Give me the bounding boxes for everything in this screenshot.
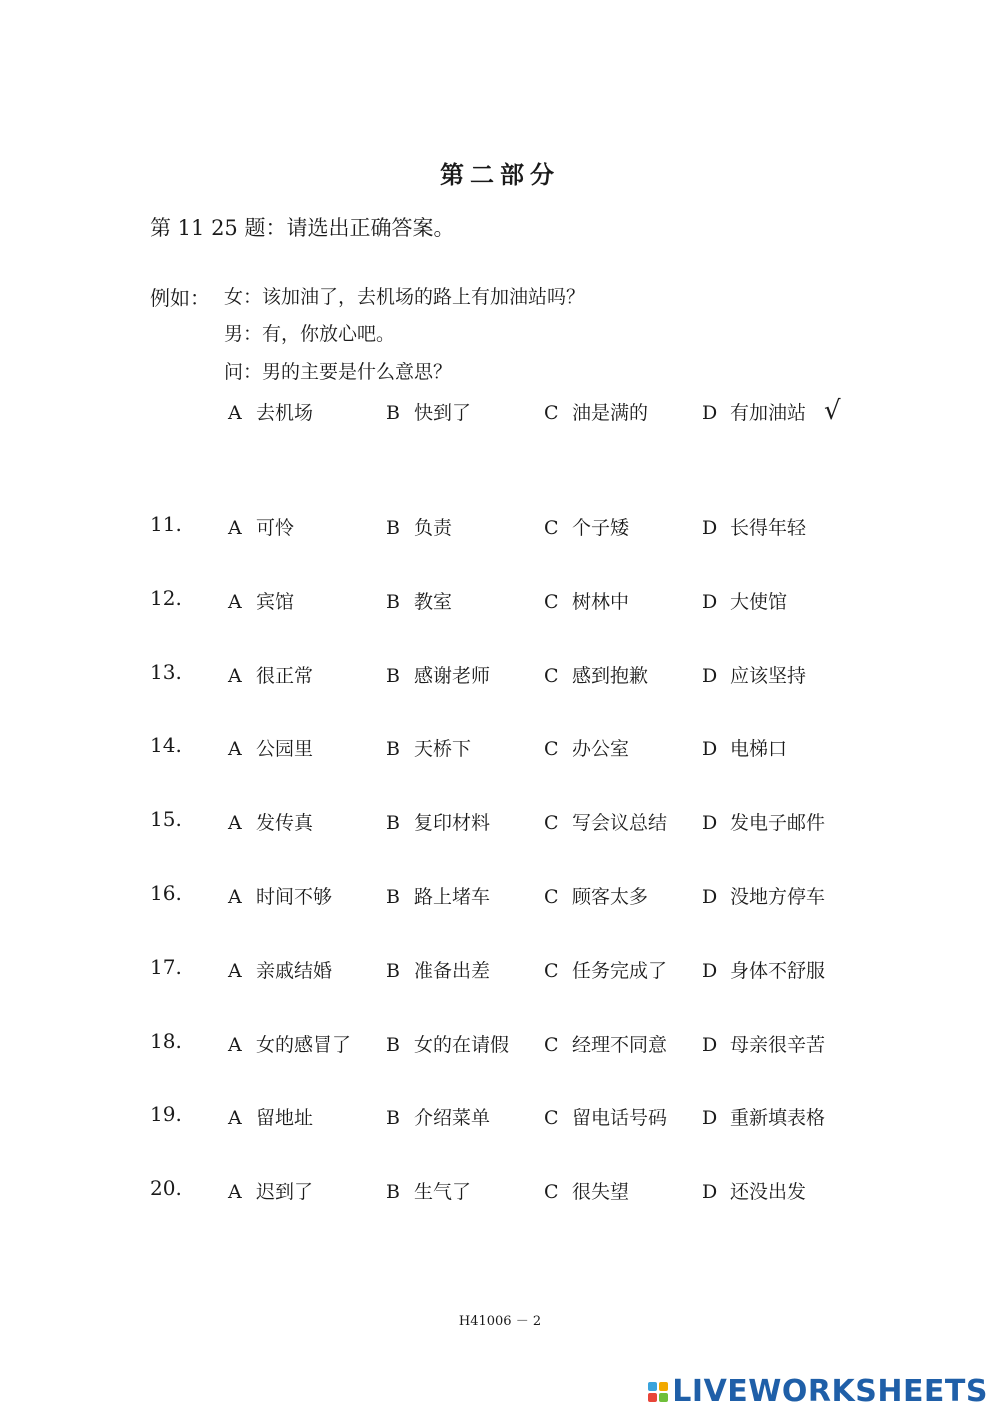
check-mark-icon: √ bbox=[824, 396, 841, 426]
option-text: 感到抱歉 bbox=[572, 664, 649, 687]
option-text: 个子矮 bbox=[572, 517, 630, 539]
question-option-a[interactable] bbox=[228, 661, 313, 688]
option-letter: D bbox=[702, 959, 718, 982]
question-number: 19. bbox=[150, 1102, 182, 1127]
option-text: 迟到了 bbox=[256, 1181, 314, 1204]
option-text: 油是满的 bbox=[572, 402, 649, 424]
option-text: 快到了 bbox=[414, 402, 472, 424]
option-letter: B bbox=[386, 812, 400, 835]
option-text: 电梯口 bbox=[730, 738, 788, 761]
page-footer: H41006 － 2 bbox=[458, 1314, 542, 1329]
question-option-b[interactable] bbox=[386, 956, 490, 983]
option-text: 亲戚结婚 bbox=[256, 959, 333, 982]
option-letter: A bbox=[228, 886, 242, 908]
example-line-woman: 女：该加油了，去机场的路上有加油站吗？ bbox=[224, 286, 586, 308]
question-number: 11. bbox=[150, 512, 182, 536]
option-text: 还没出发 bbox=[730, 1181, 807, 1204]
option-letter: A bbox=[228, 590, 242, 613]
option-letter: B bbox=[386, 1033, 400, 1056]
question-option-b[interactable] bbox=[386, 513, 452, 540]
question-number: 15. bbox=[150, 807, 182, 832]
question-option-a[interactable] bbox=[228, 808, 313, 835]
option-letter: C bbox=[544, 517, 559, 539]
option-letter: C bbox=[544, 812, 559, 835]
option-text: 应该坚持 bbox=[730, 664, 807, 687]
question-option-b[interactable] bbox=[386, 661, 490, 688]
section-title: 第二部分 bbox=[440, 160, 560, 189]
option-text: 没地方停车 bbox=[730, 886, 826, 908]
option-letter: C bbox=[544, 738, 559, 761]
option-text: 长得年轻 bbox=[730, 517, 807, 539]
option-letter: C bbox=[544, 1181, 559, 1204]
option-text: 发传真 bbox=[256, 812, 314, 835]
question-number: 16. bbox=[150, 881, 182, 905]
question-number: 14. bbox=[150, 733, 182, 758]
option-text: 教室 bbox=[414, 590, 453, 613]
option-text: 很正常 bbox=[256, 664, 314, 687]
question-number: 20. bbox=[150, 1176, 182, 1201]
option-letter: D bbox=[702, 402, 718, 424]
option-text: 办公室 bbox=[572, 738, 630, 761]
question-number: 17. bbox=[150, 954, 182, 979]
question-option-c[interactable] bbox=[544, 956, 667, 983]
option-letter: D bbox=[702, 812, 718, 835]
option-letter: C bbox=[544, 959, 559, 982]
question-option-d[interactable] bbox=[702, 734, 787, 761]
question-option-c[interactable] bbox=[544, 734, 629, 761]
question-option-d[interactable] bbox=[702, 808, 825, 835]
question-option-b[interactable] bbox=[386, 1177, 471, 1204]
option-letter: D bbox=[702, 1181, 718, 1204]
option-letter: B bbox=[386, 886, 400, 908]
option-text: 重新填表格 bbox=[730, 1107, 826, 1130]
option-text: 身体不舒服 bbox=[730, 959, 826, 982]
question-option-b[interactable] bbox=[386, 808, 490, 835]
option-text: 发电子邮件 bbox=[730, 812, 826, 835]
option-letter: D bbox=[702, 738, 718, 761]
option-text: 复印材料 bbox=[414, 812, 491, 835]
option-letter: C bbox=[544, 1033, 559, 1056]
option-text: 留地址 bbox=[256, 1107, 314, 1130]
question-option-a[interactable] bbox=[228, 513, 294, 540]
option-letter: C bbox=[544, 1107, 559, 1130]
option-text: 女的感冒了 bbox=[256, 1033, 352, 1056]
option-text: 任务完成了 bbox=[572, 959, 668, 982]
option-letter: C bbox=[544, 886, 559, 908]
question-option-a[interactable] bbox=[228, 1030, 351, 1057]
question-option-d[interactable] bbox=[702, 1030, 825, 1057]
option-text: 写会议总结 bbox=[572, 812, 668, 835]
option-letter: D bbox=[702, 664, 718, 687]
option-text: 路上堵车 bbox=[414, 886, 491, 908]
question-option-d[interactable] bbox=[702, 587, 787, 614]
question-option-d[interactable] bbox=[702, 1103, 825, 1130]
option-text: 生气了 bbox=[414, 1181, 472, 1204]
example-label: 例如： bbox=[150, 286, 210, 310]
question-option-c[interactable] bbox=[544, 882, 648, 909]
option-letter: D bbox=[702, 1033, 718, 1056]
example-line-question: 问：男的主要是什么意思？ bbox=[224, 361, 453, 383]
option-letter: D bbox=[702, 1107, 718, 1130]
option-letter: A bbox=[228, 402, 242, 424]
question-option-d[interactable] bbox=[702, 1177, 806, 1204]
question-option-b[interactable] bbox=[386, 1030, 509, 1057]
option-letter: A bbox=[228, 1033, 242, 1056]
question-option-b[interactable] bbox=[386, 882, 490, 909]
option-text: 母亲很辛苦 bbox=[730, 1033, 826, 1056]
example-option-c bbox=[544, 398, 648, 425]
option-text: 经理不同意 bbox=[572, 1033, 668, 1056]
option-letter: B bbox=[386, 590, 400, 613]
question-option-c[interactable] bbox=[544, 808, 667, 835]
option-letter: C bbox=[544, 664, 559, 687]
option-letter: B bbox=[386, 738, 400, 761]
option-text: 女的在请假 bbox=[414, 1033, 510, 1056]
example-option-a bbox=[228, 398, 313, 425]
instruction: 第 11 25 题：请选出正确答案。 bbox=[150, 216, 455, 240]
option-text: 顾客太多 bbox=[572, 886, 649, 908]
brand-logo bbox=[648, 1374, 988, 1409]
example-option-d bbox=[702, 398, 806, 425]
question-option-d[interactable] bbox=[702, 882, 825, 909]
question-option-c[interactable] bbox=[544, 513, 629, 540]
question-option-a[interactable] bbox=[228, 882, 332, 909]
question-option-c[interactable] bbox=[544, 1177, 629, 1204]
option-text: 有加油站 bbox=[730, 402, 807, 424]
option-letter: B bbox=[386, 959, 400, 982]
option-letter: A bbox=[228, 959, 242, 982]
question-number: 13. bbox=[150, 659, 182, 684]
option-letter: A bbox=[228, 1107, 242, 1130]
option-letter: B bbox=[386, 402, 400, 424]
option-text: 树林中 bbox=[572, 590, 630, 613]
option-text: 留电话号码 bbox=[572, 1107, 668, 1130]
option-letter: A bbox=[228, 664, 242, 687]
option-letter: A bbox=[228, 812, 242, 835]
question-option-a[interactable] bbox=[228, 1103, 313, 1130]
option-letter: B bbox=[386, 664, 400, 687]
question-option-d[interactable] bbox=[702, 956, 825, 983]
brand-text: LIVEWORKSHEETS bbox=[672, 1374, 988, 1409]
option-letter: D bbox=[702, 517, 718, 539]
question-option-d[interactable] bbox=[702, 513, 806, 540]
option-text: 去机场 bbox=[256, 402, 314, 424]
option-text: 感谢老师 bbox=[414, 664, 491, 687]
question-number: 18. bbox=[150, 1028, 182, 1053]
brand-mark-icon bbox=[648, 1382, 668, 1402]
question-option-a[interactable] bbox=[228, 1177, 313, 1204]
question-option-c[interactable] bbox=[544, 661, 648, 688]
option-letter: A bbox=[228, 517, 242, 539]
question-option-c[interactable] bbox=[544, 1030, 667, 1057]
option-text: 宾馆 bbox=[256, 590, 295, 613]
option-letter: C bbox=[544, 402, 559, 424]
option-letter: B bbox=[386, 1107, 400, 1130]
question-option-b[interactable] bbox=[386, 1103, 490, 1130]
option-letter: C bbox=[544, 590, 559, 613]
option-letter: D bbox=[702, 886, 718, 908]
option-text: 大使馆 bbox=[730, 590, 788, 613]
option-text: 公园里 bbox=[256, 738, 314, 761]
option-letter: A bbox=[228, 738, 242, 761]
question-option-a[interactable] bbox=[228, 587, 294, 614]
question-option-b[interactable] bbox=[386, 734, 471, 761]
option-letter: D bbox=[702, 590, 718, 613]
option-text: 可怜 bbox=[256, 517, 295, 539]
example-option-b bbox=[386, 398, 471, 425]
question-option-c[interactable] bbox=[544, 587, 629, 614]
example-line-man: 男：有，你放心吧。 bbox=[224, 323, 396, 345]
question-option-a[interactable] bbox=[228, 956, 332, 983]
question-option-d[interactable] bbox=[702, 661, 806, 688]
option-text: 天桥下 bbox=[414, 738, 472, 761]
question-option-b[interactable] bbox=[386, 587, 452, 614]
option-text: 介绍菜单 bbox=[414, 1107, 491, 1130]
option-text: 很失望 bbox=[572, 1181, 630, 1204]
question-number: 12. bbox=[150, 585, 182, 610]
option-text: 负责 bbox=[414, 517, 453, 539]
option-letter: B bbox=[386, 1181, 400, 1204]
question-option-a[interactable] bbox=[228, 734, 313, 761]
question-option-c[interactable] bbox=[544, 1103, 667, 1130]
option-text: 时间不够 bbox=[256, 886, 333, 908]
option-letter: B bbox=[386, 517, 400, 539]
option-text: 准备出差 bbox=[414, 959, 491, 982]
option-letter: A bbox=[228, 1181, 242, 1204]
